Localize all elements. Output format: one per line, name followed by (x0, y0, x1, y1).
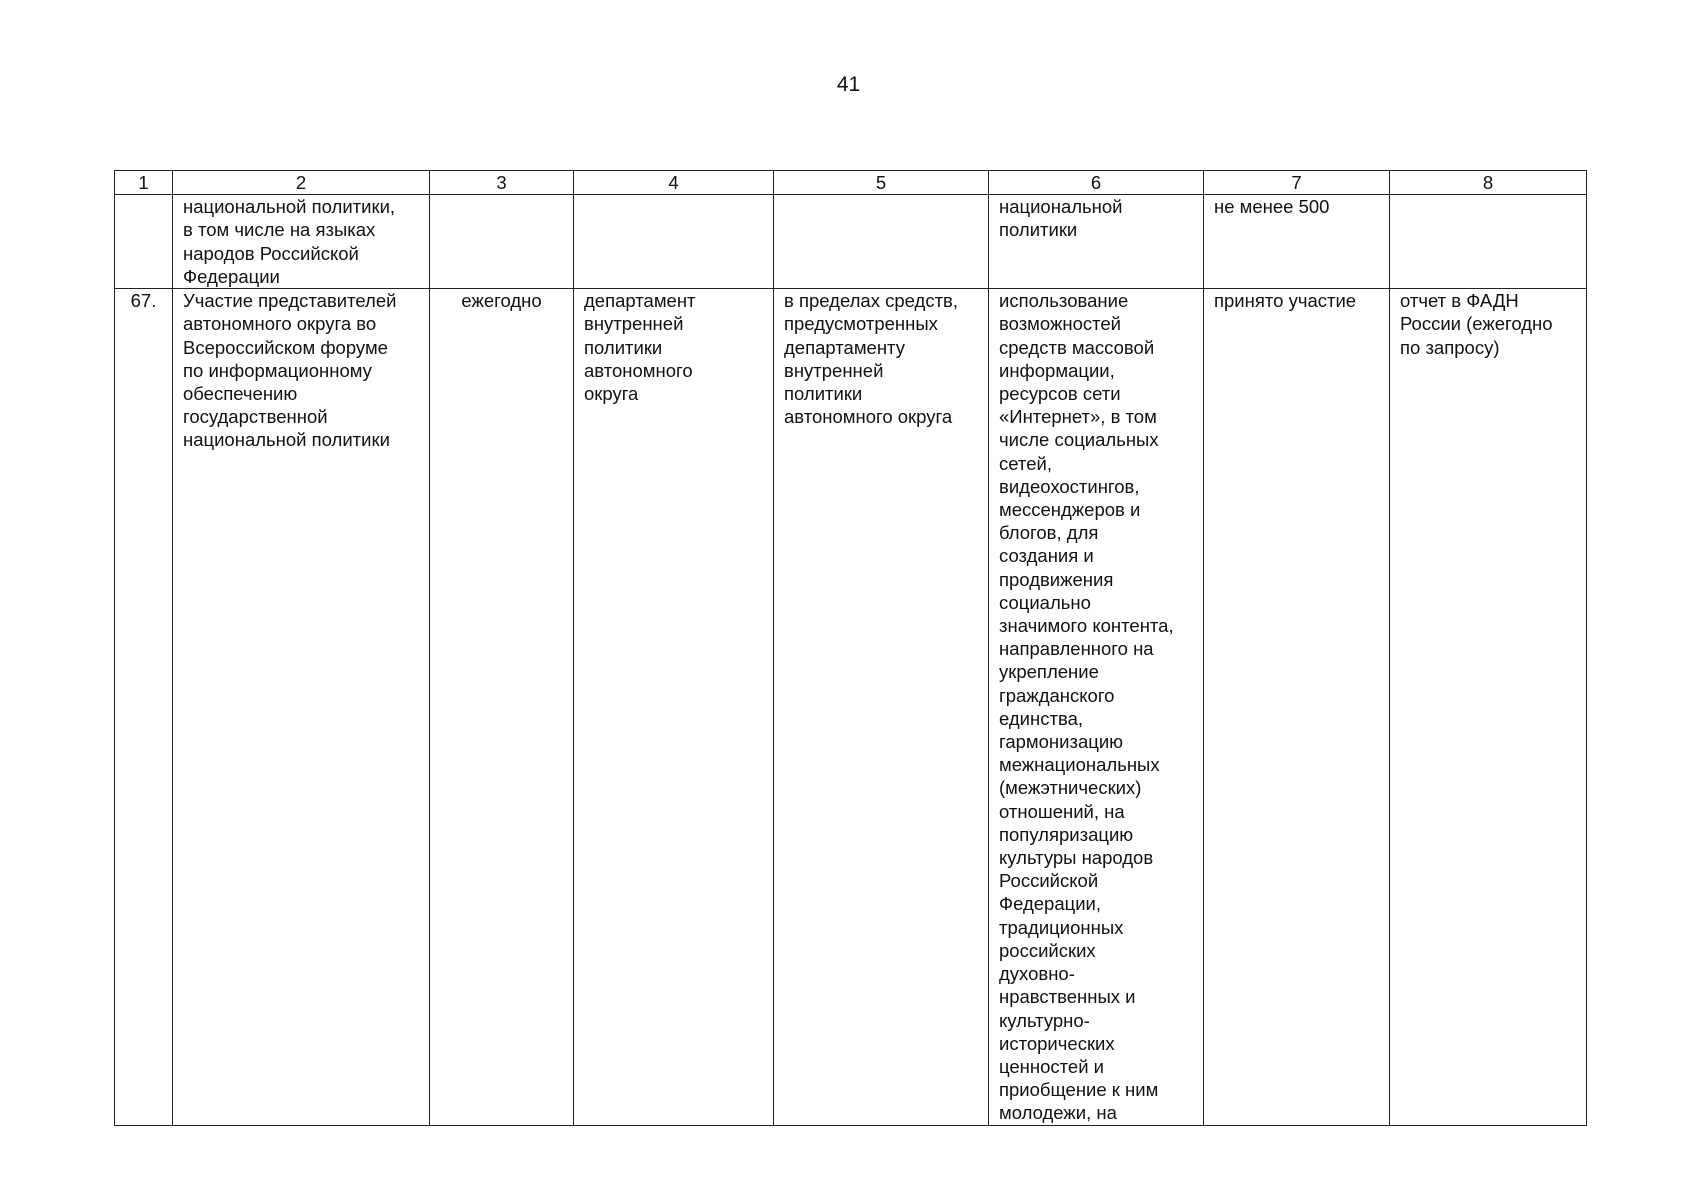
row-number-cell (115, 195, 173, 289)
funding-cell: в пределах средств, предусмотренных департаменту внутренней политики автономного округа (774, 289, 989, 1125)
value-cell: принято участие (1204, 289, 1390, 1125)
report-cell (1390, 195, 1587, 289)
header-cell: 7 (1204, 171, 1390, 195)
header-cell: 1 (115, 171, 173, 195)
header-cell: 5 (774, 171, 989, 195)
funding-cell (774, 195, 989, 289)
indicator-cell: использование возможностей средств массовой информации, ресурсов сети «Интернет», в том числе социальных сетей, видеохостингов, мессенджеров и блогов, для создания и продвижения социально значимого контента, направленного на укрепление гражданского единства, гармонизацию межнациональных (межэтнических) отношений, на популяризацию культуры народов Российской Федерации, традиционных российских духовно- нравственных и культурно- исторических ценностей и приобщение к ним молодежи, на (989, 289, 1204, 1125)
event-name-cell: национальной политики, в том числе на языках народов Российской Федерации (173, 195, 430, 289)
event-name-cell: Участие представителей автономного округа во Всероссийском форуме по информационному обеспечению государственной национальной политики (173, 289, 430, 1125)
page-number: 41 (836, 73, 861, 96)
header-cell: 6 (989, 171, 1204, 195)
header-cell: 2 (173, 171, 430, 195)
value-cell: не менее 500 (1204, 195, 1390, 289)
indicator-cell: национальной политики (989, 195, 1204, 289)
report-cell: отчет в ФАДН России (ежегодно по запросу) (1390, 289, 1587, 1125)
table-row (115, 195, 1587, 289)
plan-table (114, 170, 1587, 1126)
responsible-cell (574, 195, 774, 289)
deadline-cell (430, 195, 574, 289)
header-cell: 8 (1390, 171, 1587, 195)
table-header-row (115, 171, 1587, 195)
header-cell: 4 (574, 171, 774, 195)
header-cell: 3 (430, 171, 574, 195)
responsible-cell: департамент внутренней политики автономного округа (574, 289, 774, 1125)
row-number-cell: 67. (115, 289, 173, 1125)
table-row (115, 289, 1587, 1125)
deadline-cell: ежегодно (430, 289, 574, 1125)
